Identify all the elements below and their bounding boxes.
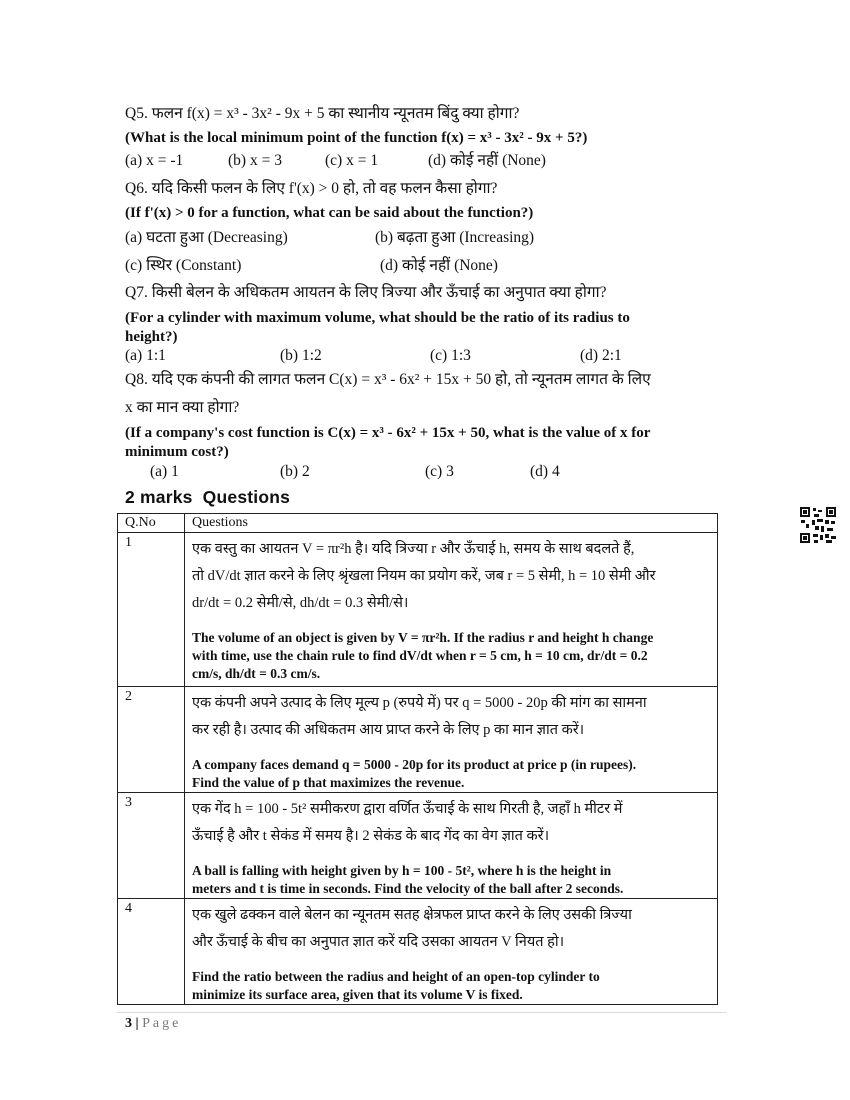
english-line: Find the ratio between the radius and height of an open-top cylinder to (192, 969, 600, 984)
page-label: Page (142, 1016, 182, 1031)
q5-option-d: (d) कोई नहीं (None) (428, 152, 546, 169)
question-number: 1 (118, 533, 185, 687)
hindi-line: ऊँचाई है और t सेकंड में समय है। 2 सेकंड के बाद गेंद का वेग ज्ञात करें। (192, 828, 550, 844)
header-questions: Questions (185, 514, 718, 533)
q7-option-a: (a) 1:1 (125, 347, 166, 364)
q7-option-b: (b) 1:2 (280, 347, 322, 364)
hindi-line: कर रही है। उत्पाद की अधिकतम आय प्राप्त करने के लिए p का मान ज्ञात करें। (192, 722, 585, 738)
question-number: 2 (118, 687, 185, 793)
q6-option-d: (d) कोई नहीं (None) (380, 257, 498, 274)
hindi-line: एक कंपनी अपने उत्पाद के लिए मूल्य p (रुपये में) पर q = 5000 - 20p की मांग का सामना (192, 695, 647, 711)
question-number: 4 (118, 899, 185, 1005)
q6-option-b: (b) बढ़ता हुआ (Increasing) (375, 229, 535, 246)
q5-hindi: Q5. फलन f(x) = x³ - 3x² - 9x + 5 का स्थानीय न्यूनतम बिंदु क्या होगा? (125, 105, 520, 122)
q5-option-a: (a) x = -1 (125, 152, 184, 169)
english-line: cm/s, dh/dt = 0.3 cm/s. (192, 666, 321, 681)
qr-code (800, 507, 836, 543)
question-hindi (192, 533, 711, 617)
english-line: The volume of an object is given by V = πr²h. If the radius r and height h change (192, 630, 654, 645)
table-row (118, 687, 718, 793)
page-number: 3 (125, 1016, 132, 1031)
table-row (118, 793, 718, 899)
hindi-line: और ऊँचाई के बीच का अनुपात ज्ञात करें यदि उसका आयतन V नियत हो। (192, 934, 565, 950)
q5-english: (What is the local minimum point of the function f(x) = x³ - 3x² - 9x + 5?) (125, 130, 588, 146)
hindi-line: तो dV/dt ज्ञात करने के लिए श्रृंखला नियम का प्रयोग करें, जब r = 5 सेमी, h = 10 सेमी और (192, 568, 656, 584)
question-english (192, 756, 711, 792)
hindi-line: एक वस्तु का आयतन V = πr²h है। यदि त्रिज्या r और ऊँचाई h, समय के साथ बदलते हैं, (192, 541, 635, 557)
section-title: 2 marks Questions (125, 487, 291, 507)
q8-option-a: (a) 1 (150, 463, 179, 480)
q8-english-line2: minimum cost?) (125, 444, 229, 460)
english-line: meters and t is time in seconds. Find the velocity of the ball after 2 seconds. (192, 881, 624, 896)
question-hindi (192, 899, 711, 956)
q6-hindi: Q6. यदि किसी फलन के लिए f'(x) > 0 हो, तो वह फलन कैसा होगा? (125, 180, 498, 197)
q6-option-a: (a) घटता हुआ (Decreasing) (125, 229, 288, 246)
english-line: A ball is falling with height given by h = 100 - 5t², where h is the height in (192, 863, 612, 878)
q5-option-b: (b) x = 3 (228, 152, 282, 169)
question-cell (185, 793, 718, 899)
page-footer (125, 1016, 181, 1032)
table-row (118, 533, 718, 687)
q7-option-c: (c) 1:3 (430, 347, 471, 364)
hindi-line: एक गेंद h = 100 - 5t² समीकरण द्वारा वर्णित ऊँचाई के साथ गिरती है, जहाँ h मीटर में (192, 801, 623, 817)
q6-option-c: (c) स्थिर (Constant) (125, 257, 242, 274)
question-english (192, 968, 711, 1004)
hindi-line: एक खुले ढक्कन वाले बेलन का न्यूनतम सतह क्षेत्रफल प्राप्त करने के लिए उसकी त्रिज्या (192, 907, 632, 923)
q8-hindi-line1: Q8. यदि एक कंपनी की लागत फलन C(x) = x³ - 6x² + 15x + 50 हो, तो न्यूनतम लागत के लिए (125, 371, 651, 388)
footer-divider (117, 1012, 727, 1013)
english-line: A company faces demand q = 5000 - 20p for its product at price p (in rupees). (192, 757, 637, 772)
questions-table (117, 513, 718, 1005)
question-cell (185, 687, 718, 793)
question-hindi (192, 793, 711, 850)
q8-option-c: (c) 3 (425, 463, 454, 480)
english-line: Find the value of p that maximizes the revenue. (192, 775, 465, 790)
q5-option-c: (c) x = 1 (325, 152, 379, 169)
table-header-row (118, 514, 718, 533)
english-line: with time, use the chain rule to find dV/dt when r = 5 cm, h = 10 cm, dr/dt = 0.2 (192, 648, 648, 663)
q7-option-d: (d) 2:1 (580, 347, 622, 364)
question-hindi (192, 687, 711, 744)
table-row (118, 899, 718, 1005)
q7-english-line2: height?) (125, 329, 178, 345)
header-qno: Q.No (118, 514, 185, 533)
q8-option-d: (d) 4 (530, 463, 560, 480)
question-english (192, 629, 711, 683)
q7-english-line1: (For a cylinder with maximum volume, what should be the ratio of its radius to (125, 310, 630, 326)
english-line: minimize its surface area, given that its volume V is fixed. (192, 987, 523, 1002)
footer-separator: | (132, 1016, 143, 1031)
question-english (192, 862, 711, 898)
q8-english-line1: (If a company's cost function is C(x) = x³ - 6x² + 15x + 50, what is the value of x for (125, 425, 651, 441)
question-number: 3 (118, 793, 185, 899)
hindi-line: dr/dt = 0.2 सेमी/से, dh/dt = 0.3 सेमी/से। (192, 595, 409, 611)
question-cell (185, 899, 718, 1005)
question-cell (185, 533, 718, 687)
q7-hindi: Q7. किसी बेलन के अधिकतम आयतन के लिए त्रिज्या और ऊँचाई का अनुपात क्या होगा? (125, 284, 607, 301)
q8-option-b: (b) 2 (280, 463, 310, 480)
q8-hindi-line2: x का मान क्या होगा? (125, 399, 240, 416)
q6-english: (If f'(x) > 0 for a function, what can be said about the function?) (125, 205, 534, 221)
